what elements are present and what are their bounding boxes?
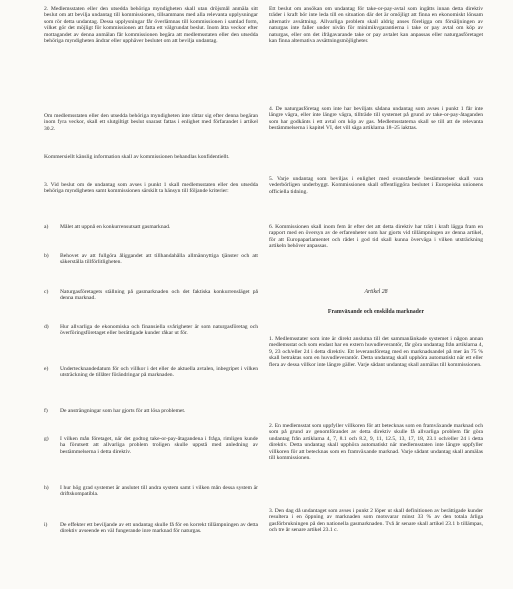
paragraph-take-or-pay: Ett beslut om ansökan om undantag för take-or-pay-avtal som ingåtts innan detta direktiv träder i kraft bör inte leda till en situation där det är omöjligt att finna en ekonomiskt lönsam alternativ avsättning. Allvarliga problem skall aldrig anses föreligga om försäljningen av naturgas inte faller under nivån för minimikvgarantierna i take or pay avtal om köp av naturgas, eller om det ifrågavarande take or pay avtalet kan anpassas eller naturgasföretaget kan finna alternativa avsättningsmöjligheter.: [269, 6, 483, 45]
criterion-label: b): [44, 253, 49, 259]
criterion-text: Undertecknandedatum för och villkor i det eller de aktuella avtalen, inbegripet i vilken utsträckning de tillåter förändringar på marknaden.: [60, 366, 258, 379]
paragraph-deadline: Om medlemsstaten eller den utsedda behöriga myndigheten inte rättar sig efter denna begäran inom fyra veckor, skall ett slutgiltigt beslut snarast fattas i enlighet med förfarandet i artikel 30.2.: [44, 113, 258, 132]
article-paragraph-2: 2. En medlemsstat som uppfyller villkoren för att betecknas som en framväxande marknad och som på grund av genomförandet av detta direktiv skulle få allvarliga problem får göra undantag från artiklarna 4, 7, 8.1 och 8.2, 9, 11, 12.5, 13, 17, 18, 23.1 och/eller 24 i detta direktiv. Detta undantag skall upphöra automatiskt när medlemsstaten inte längre uppfyller villkoren för att betecknas som en framväxande marknad. Varje sådant undantag skall anmälas till kommissionen.: [269, 423, 483, 462]
criterion-text: I hur hög grad systemet är anslutet till andra system samt i vilken mån dessa system är driftskompatibla.: [60, 485, 258, 498]
article-number: Artikel 28: [364, 289, 388, 295]
criterion-text: Hur allvarliga de ekonomiska och finansiella svårigheter är som naturgasföretag och överföringsföretaget eller berättigade kunder råkar ut för.: [60, 324, 258, 337]
criterion-label: a): [44, 224, 49, 230]
criterion-text: Naturgasföretagets ställning på gasmarknaden och det faktiska konkurrensläget på denna marknad.: [60, 289, 258, 302]
paragraph-4: 4. De naturgasföretag som inte har beviljats sådana undantag som avses i punkt 1 får inte längre vägra, eller inte längre vägra, tillträde till systemet på grund av take-or-pay-åtaganden som har godkänts i ett avtal om köp av gas. Medlemsstaterna skall se till att de relevanta bestämmelserna i kapitel VI, det vill säga artiklarna 18–25 iakttas.: [269, 106, 483, 132]
criterion-text: I vilken mån företaget, när det godtog take-or-pay-åtagandena i fråga, rimligen kunde ha förutsett att allvarliga problem troligen skulle uppstå med anledning av bestämmelserna i detta direktiv.: [60, 436, 258, 455]
criterion-label: f): [44, 408, 48, 414]
criterion-text: Målet att uppnå en konkurrensutsatt gasmarknad.: [60, 224, 171, 230]
criterion-label: g): [44, 436, 49, 442]
paragraph-2: 2. Medlemsstaten eller den utsedda behöriga myndigheten skall utan dröjsmål anmäla sitt beslut om att bevilja undantag till kommissionen, tillsammans med alla relevanta upplysningar som rör detta undantag. Dessa upplysningar får överlämnas till kommissionen i samlad form, vilket gör det möjligt för kommissionen att fatta ett välgrundat beslut. Inom åtta veckor efter mottagandet av denna anmälan får kommissionen begära att medlemsstaten eller den utsedda behöriga myndigheten ändrar eller upphäver beslutet om att bevilja undantag.: [44, 6, 258, 45]
article-title: Framväxande och enskilda marknader: [327, 309, 425, 315]
criterion-label: h): [44, 485, 49, 491]
criterion-label: d): [44, 324, 49, 330]
paragraph-confidential: Kommersiellt känslig information skall av kommissionen behandlas konfidentiellt.: [44, 154, 230, 160]
paragraph-6: 6. Kommissionen skall inom fem år efter det att detta direktiv har trätt i kraft lägga fram en rapport med en översyn av de erfarenheter som har gjorts vid tillämpningen av denna artikel, för att Europaparlamentet och rådet i god tid skall kunna överväga i vilken utsträckning artikeln behöver anpassas.: [269, 224, 483, 250]
article-paragraph-3: 3. Den dag då undantaget som avses i punkt 2 löper ut skall definitionen av berättigade kunder resultera i en öppning av marknaden som motsvarar minst 33 % av den totala årliga gasförbrukningen på den nationella gasmarknaden. Två år senare skall artikel 23.1 b tillämpas, och tre år senare artikel 23.1 c.: [269, 508, 483, 534]
article-paragraph-1: 1. Medlemsstater som inte är direkt anslutna till det sammanlänkade systemet i någon annan medlemsstat och som endast har en extern huvudleverantör, får göra undantag från artiklarna 4, 9, 23 och/eller 24 i detta direktiv. Ett leveransföretag med en marknadsandel på mer än 75 % skall betraktas som en huvudleverantör. Detta undantag skall upphöra automatiskt när ett eller flera av dessa villkor inte längre gäller. Varje sådant undantag skall anmälas till kommissionen.: [269, 336, 483, 368]
criterion-label: i): [44, 522, 48, 528]
criterion-text: De ansträngningar som har gjorts för att lösa problemet.: [60, 408, 186, 414]
criterion-label: c): [44, 289, 49, 295]
paragraph-3: 3. Vid beslut om de undantag som avses i punkt 1 skall medlemsstaten eller den utsedda behöriga myndigheten samt kommissionen särskilt ta hänsyn till följande kriterier:: [44, 182, 258, 195]
criterion-label: e): [44, 366, 49, 372]
paragraph-5: 5. Varje undantag som beviljas i enlighet med ovanstående bestämmelser skall vara vederbörligen underbyggt. Kommissionen skall offentliggöra beslutet i Europeiska unionens officiella tidning.: [269, 176, 483, 195]
criterion-text: De effekter ett beviljande av ett undantag skulle få för en korrekt tillämpningen av detta direktiv avseende en väl fungerande inre marknad för naturgas.: [60, 522, 258, 535]
criterion-text: Behovet av att fullgöra åliggandet att tillhandahålla allmännyttiga tjänster och att säkerställa tillförlitligheten.: [60, 253, 258, 266]
